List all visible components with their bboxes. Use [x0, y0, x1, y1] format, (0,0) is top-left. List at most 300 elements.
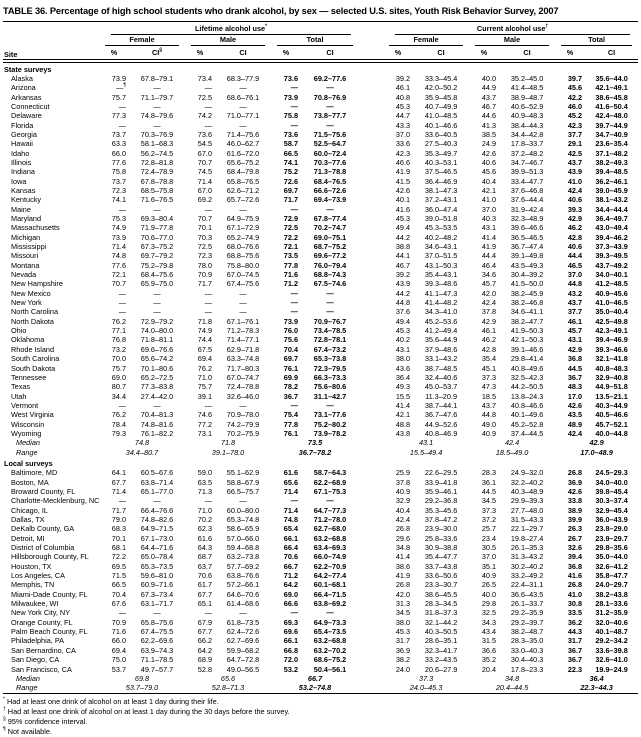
ci-cell: 41.2–49.4: [424, 326, 458, 336]
ci-cell: 63.3–74.8: [226, 354, 260, 364]
summary-value-cell: 42.9: [589, 438, 604, 448]
ci-cell: 63.8–69.2: [313, 599, 347, 609]
ci-cell: 41.0–46.5: [595, 298, 628, 308]
summary-value-cell: 17.0–48.9: [580, 447, 613, 457]
ci-cell: 65.3–74.8: [226, 515, 260, 524]
ci-cell: 37.8–47.2: [424, 515, 458, 524]
percent-cell: —: [204, 101, 212, 111]
percent-cell: 36.8: [567, 561, 583, 571]
percent-cell: 66.1: [283, 533, 298, 543]
ci-cell: 74.8–82.6: [140, 515, 174, 524]
data-row: [3, 420, 638, 429]
ci-cell: 24.0–29.7: [595, 580, 628, 590]
ci-cell: 65.6–74.2: [140, 354, 174, 364]
percent-cell: 38.9: [567, 505, 583, 515]
percent-cell: 40.0: [481, 589, 497, 599]
ci-cell: 32.5–42.3: [510, 372, 544, 382]
ci-cell: 37.0–51.5: [424, 251, 458, 261]
site-cell: Baltimore, MD: [11, 468, 58, 478]
percent-cell: 46.0: [567, 101, 583, 111]
ci-cell: 49.0–56.5: [226, 664, 260, 674]
percent-cell: 34.5: [481, 496, 497, 506]
percent-cell: —: [204, 288, 212, 298]
percent-cell: 42.4: [395, 515, 411, 524]
percent-cell: 69.5: [111, 561, 126, 571]
summary-value-cell: 71.8: [220, 438, 236, 448]
percent-cell: 66.5: [283, 148, 298, 158]
ci-cell: 40.5–46.6: [595, 410, 628, 420]
ci-cell: 35.6–44.9: [424, 335, 458, 345]
data-row: [3, 487, 638, 496]
percent-cell: 73.9: [111, 73, 126, 83]
data-row: [3, 130, 638, 139]
data-row: [3, 478, 638, 487]
percent-cell: 42.5: [567, 148, 583, 158]
percent-cell: —: [204, 496, 212, 506]
percent-cell: 72.5: [197, 92, 212, 102]
percent-cell: 69.0: [111, 372, 126, 382]
ci-cell: 40.8–49.6: [510, 363, 544, 373]
percent-cell: 62.3: [197, 524, 212, 534]
percent-cell: 36.2: [567, 617, 583, 627]
ci-cell: 40.9–45.6: [595, 288, 628, 298]
ci-cell: 37.1–48.2: [595, 148, 628, 158]
ci-cell: 65.9–75.0: [140, 279, 174, 289]
percent-cell: 40.3: [481, 214, 497, 223]
ci-cell: 67.0–74.5: [226, 270, 260, 280]
column-measure-header: %: [196, 47, 204, 57]
ci-cell: 66.4–76.6: [140, 505, 174, 515]
section-header-row: [3, 457, 638, 468]
percent-cell: 77.1: [111, 326, 126, 336]
percent-cell: 77.6: [111, 260, 126, 270]
table-body: [3, 62, 638, 693]
ci-cell: 29.8–41.4: [510, 354, 544, 364]
ci-cell: 34.0–40.1: [595, 270, 628, 280]
site-cell: South Dakota: [11, 363, 56, 373]
site-cell: Detroit, MI: [11, 533, 45, 543]
ci-cell: 33.2–49.2: [510, 571, 544, 581]
percent-cell: 35.4: [481, 354, 497, 364]
percent-cell: 65.4: [283, 524, 298, 534]
percent-cell: 49.0: [481, 419, 497, 429]
percent-cell: 41.6: [395, 204, 411, 214]
ci-cell: 32.2–40.2: [510, 477, 544, 487]
ci-cell: 41.2–48.5: [595, 279, 628, 289]
percent-cell: 66.2: [197, 636, 212, 646]
percent-cell: 72.5: [283, 223, 298, 233]
percent-cell: 69.6: [283, 627, 298, 637]
site-cell: Los Angeles, CA: [11, 571, 65, 581]
ci-cell: 37.4–44.5: [510, 428, 544, 438]
percent-cell: —: [118, 101, 126, 111]
ci-cell: —: [326, 120, 334, 130]
ci-cell: 31.3–43.2: [510, 552, 544, 562]
ci-cell: 29.2–39.7: [510, 617, 544, 627]
ci-cell: 37.9–48.6: [424, 344, 458, 354]
data-row: [3, 335, 638, 344]
percent-cell: 40.4: [481, 176, 497, 186]
ci-cell: 41.4–48.2: [424, 298, 458, 308]
ci-cell: 40.6–52.9: [510, 101, 544, 111]
percent-cell: 69.2: [197, 195, 212, 205]
ci-cell: 69.7–79.2: [140, 251, 174, 261]
ci-cell: 64.7–72.8: [226, 655, 260, 665]
percent-cell: 77.3: [111, 111, 126, 121]
ci-cell: 27.5–40.3: [424, 139, 458, 149]
ci-cell: 32.0–40.6: [595, 617, 628, 627]
site-cell: Median: [16, 438, 40, 448]
site-cell: Nevada: [11, 270, 37, 280]
ci-cell: 66.3–73.3: [313, 372, 347, 382]
ci-cell: 62.6–71.2: [226, 185, 260, 195]
column-group-header: Current alcohol use†: [383, 22, 638, 35]
percent-cell: 68.1: [111, 543, 126, 553]
percent-cell: 40.6: [481, 157, 497, 167]
ci-cell: 72.8–81.8: [140, 157, 174, 167]
ci-cell: 52.5–64.7: [313, 139, 347, 149]
percent-cell: 40.0: [481, 73, 497, 83]
summary-value-cell: 22.3–44.3: [580, 683, 613, 693]
percent-cell: 42.4: [481, 298, 497, 308]
percent-cell: —: [118, 307, 126, 317]
summary-value-cell: 36.7–78.2: [298, 447, 332, 457]
ci-cell: 72.3–79.5: [313, 363, 347, 373]
percent-cell: 42.2: [567, 92, 583, 102]
percent-cell: 41.9: [481, 242, 497, 252]
ci-cell: —: [239, 101, 247, 111]
ci-cell: —: [326, 101, 334, 111]
percent-cell: 37.6: [395, 307, 411, 317]
site-column-header: Site: [4, 49, 18, 59]
ci-cell: 72.4–78.8: [226, 382, 260, 392]
ci-cell: 61.6–72.0: [226, 148, 260, 158]
percent-cell: 36.7: [567, 655, 583, 665]
ci-cell: 40.3–53.1: [424, 157, 458, 167]
ci-cell: 67.8–79.1: [140, 73, 174, 83]
percent-cell: 68.7: [197, 552, 212, 562]
percent-cell: 28.3: [481, 468, 497, 478]
ci-cell: 71.2–78.0: [313, 515, 347, 524]
data-row: [3, 251, 638, 260]
ci-cell: 38.1–43.2: [595, 195, 628, 205]
percent-cell: 76.2: [111, 316, 126, 326]
footnote-line: ¶ Not available.: [3, 726, 52, 736]
percent-cell: —: [118, 288, 126, 298]
ci-cell: 29.2–36.8: [424, 496, 458, 506]
percent-cell: 77.8: [283, 419, 298, 429]
percent-cell: 40.1: [395, 195, 411, 205]
ci-cell: 38.2–49.3: [595, 157, 628, 167]
percent-cell: 43.2: [567, 288, 583, 298]
summary-value-cell: 39.1–78.0: [211, 447, 245, 457]
site-cell: Median: [16, 673, 40, 683]
percent-cell: —: [290, 298, 298, 308]
percent-cell: 31.7: [395, 636, 411, 646]
ci-cell: 57.0–66.0: [226, 533, 260, 543]
site-cell: Hillsborough County, FL: [11, 552, 89, 562]
percent-cell: 44.8: [481, 410, 497, 420]
percent-cell: 76.0: [283, 326, 298, 336]
ci-cell: 43.5–49.3: [510, 260, 544, 270]
site-cell: San Bernardino, CA: [11, 645, 76, 655]
percent-cell: 76.2: [111, 410, 126, 420]
ci-cell: 63.1–71.7: [140, 599, 174, 609]
ci-cell: 28.3–35.0: [510, 636, 544, 646]
percent-cell: 32.6: [567, 543, 583, 553]
ci-cell: 24.5–29.3: [595, 468, 628, 478]
site-cell: Broward County, FL: [11, 486, 76, 496]
ci-cell: 33.6–39.8: [595, 645, 628, 655]
ci-cell: 39.4–48.5: [595, 167, 628, 177]
ci-cell: 39.6–46.6: [510, 223, 544, 233]
table-title: TABLE 36. Percentage of high school students who drank alcohol, by sex — selected U.S. sites, Youth Risk Behavior Survey, 2007: [3, 4, 638, 22]
ci-cell: —: [326, 83, 334, 93]
ci-cell: 43.0–49.4: [595, 223, 628, 233]
percent-cell: 41.4: [395, 552, 411, 562]
ci-cell: 32.9–40.8: [595, 372, 628, 382]
percent-cell: 70.1: [111, 533, 126, 543]
data-row: [3, 410, 638, 419]
percent-cell: 37.3: [481, 505, 497, 515]
percent-cell: 64.2: [283, 580, 298, 590]
column-subgroup-header: Female: [99, 35, 185, 46]
ci-cell: 41.9–50.3: [510, 326, 544, 336]
ci-cell: 64.4–71.6: [140, 543, 174, 553]
percent-cell: 26.8: [567, 468, 583, 478]
percent-cell: 45.7: [567, 326, 583, 336]
ci-cell: 28.3–34.5: [424, 599, 458, 609]
ci-cell: 37.5–46.5: [424, 167, 458, 177]
percent-cell: 67.0: [197, 148, 212, 158]
ci-cell: 35.8–47.7: [595, 571, 628, 581]
percent-cell: 44.8: [567, 279, 583, 289]
percent-cell: 46.7: [481, 101, 497, 111]
ci-cell: 33.2–43.5: [424, 655, 458, 665]
percent-cell: 44.9: [481, 83, 497, 93]
ci-cell: 40.3–48.9: [510, 486, 544, 496]
ci-cell: 29.9–39.3: [510, 496, 544, 506]
ci-cell: 42.0–50.2: [424, 83, 458, 93]
ci-cell: 74.0–80.0: [140, 326, 174, 336]
percent-cell: 49.4: [395, 223, 411, 233]
percent-cell: 42.8: [481, 344, 497, 354]
percent-cell: 46.1: [567, 316, 583, 326]
percent-cell: 38.5: [481, 129, 497, 139]
site-cell: Delaware: [11, 111, 42, 121]
site-cell: Texas: [11, 382, 31, 392]
ci-cell: 37.2–48.2: [510, 148, 544, 158]
percent-cell: 78.4: [111, 419, 126, 429]
data-row: [3, 543, 638, 552]
site-cell: Tennessee: [11, 372, 47, 382]
ci-cell: 60.9–71.6: [140, 580, 174, 590]
ci-cell: 67.5–74.6: [313, 279, 347, 289]
percent-cell: 71.5: [111, 571, 126, 581]
ci-cell: 33.4–47.7: [510, 176, 544, 186]
ci-cell: 23.9–29.7: [595, 533, 628, 543]
ci-cell: 61.4–68.6: [226, 599, 260, 609]
ci-cell: 31.5–43.3: [510, 515, 544, 524]
percent-cell: 70.6: [283, 552, 298, 562]
ci-cell: 57.7–69.2: [226, 561, 260, 571]
data-row: [3, 93, 638, 102]
ci-cell: 75.6–80.6: [313, 382, 347, 392]
ci-cell: 72.9–79.2: [140, 316, 174, 326]
column-subgroup-header: Total: [271, 35, 359, 46]
data-row: [3, 552, 638, 561]
ci-cell: 70.9–76.7: [313, 316, 347, 326]
percent-cell: 43.7: [567, 157, 583, 167]
ci-cell: 62.9–71.8: [226, 344, 260, 354]
site-cell: New Mexico: [11, 288, 51, 298]
ci-cell: 68.3–77.9: [226, 73, 260, 83]
site-cell: Orange County, FL: [11, 617, 73, 627]
ci-cell: 29.2–35.9: [510, 608, 544, 618]
percent-cell: 39.4: [567, 552, 583, 562]
percent-cell: 47.3: [481, 382, 497, 392]
percent-cell: —: [118, 204, 126, 214]
ci-cell: —: [153, 120, 161, 130]
site-cell: Vermont: [11, 400, 39, 410]
ci-cell: 73.4–78.5: [313, 326, 347, 336]
percent-cell: 41.6: [567, 571, 583, 581]
ci-cell: 65.7–72.6: [226, 195, 260, 205]
percent-cell: 33.5: [567, 608, 583, 618]
ci-cell: —: [326, 400, 334, 410]
percent-cell: 79.0: [111, 515, 126, 524]
ci-cell: 38.7–48.5: [424, 363, 458, 373]
ci-cell: 71.4–75.6: [226, 129, 260, 139]
percent-cell: 66.1: [283, 636, 298, 646]
percent-cell: 75.0: [111, 655, 126, 665]
percent-cell: 70.6: [197, 571, 212, 581]
ci-cell: 67.4–75.5: [140, 627, 174, 637]
column-measure-header: CI: [326, 47, 334, 57]
header-subgroup-row: [3, 35, 638, 46]
ci-cell: 66.4–71.5: [313, 589, 347, 599]
percent-cell: 36.9: [395, 645, 411, 655]
percent-cell: 66.0: [111, 636, 126, 646]
data-row: [3, 317, 638, 326]
percent-cell: 25.7: [481, 524, 497, 534]
ci-cell: 64.9–71.5: [140, 524, 174, 534]
percent-cell: 70.3: [197, 232, 212, 242]
percent-cell: 43.1: [395, 344, 411, 354]
percent-cell: 20.4: [481, 664, 497, 674]
percent-cell: —: [204, 120, 212, 130]
ci-cell: 69.2–77.6: [313, 73, 347, 83]
ci-cell: 46.0–62.7: [226, 139, 260, 149]
ci-cell: 74.8–81.6: [140, 419, 174, 429]
percent-cell: 38.0: [395, 617, 411, 627]
ci-cell: 71.8–81.1: [140, 335, 174, 345]
ci-cell: —: [239, 608, 247, 618]
ci-cell: 35.9–46.1: [424, 486, 458, 496]
ci-cell: 42.3–49.1: [595, 326, 628, 336]
percent-cell: 30.5: [481, 543, 497, 553]
ci-cell: 71.4–77.1: [226, 335, 260, 345]
percent-cell: 36.1: [481, 477, 497, 487]
ci-cell: 29.2–34.2: [595, 636, 628, 646]
percent-cell: 42.1: [481, 185, 497, 195]
percent-cell: 44.4: [567, 251, 583, 261]
percent-cell: 41.0: [567, 176, 583, 186]
percent-cell: 71.7: [197, 279, 212, 289]
data-row: [3, 354, 638, 363]
percent-cell: —: [290, 608, 298, 618]
ci-cell: 62.7–69.6: [226, 636, 260, 646]
percent-cell: —: [290, 120, 298, 130]
ci-cell: 38.7–44.1: [424, 400, 458, 410]
ci-cell: 31.9–42.4: [510, 204, 544, 214]
percent-cell: 72.1: [111, 270, 126, 280]
ci-cell: 11.3–20.9: [425, 391, 457, 401]
column-group-header: Lifetime alcohol use*: [99, 22, 359, 35]
percent-cell: 73.5: [283, 251, 298, 261]
data-row: [3, 636, 638, 645]
site-cell: Charlotte-Mecklenburg, NC: [11, 496, 100, 506]
data-row: [3, 590, 638, 599]
percent-cell: —: [118, 608, 126, 618]
percent-cell: 69.0: [283, 589, 298, 599]
percent-cell: 43.1: [567, 335, 583, 345]
summary-value-cell: 34.8: [504, 673, 520, 683]
percent-cell: 41.9: [395, 571, 411, 581]
ci-cell: 41.0–48.5: [424, 111, 458, 121]
site-cell: Florida: [11, 120, 34, 130]
ci-cell: 36.2–46.1: [595, 176, 628, 186]
column-measure-header: CI: [239, 47, 247, 57]
percent-cell: 31.7: [567, 636, 583, 646]
site-cell: North Carolina: [11, 307, 59, 317]
summary-value-cell: 37.3: [418, 673, 434, 683]
percent-cell: 65.1: [197, 599, 212, 609]
percent-cell: 40.9: [481, 571, 497, 581]
site-cell: Mississippi: [11, 242, 47, 252]
ci-cell: 65.0–78.4: [140, 552, 174, 562]
ci-cell: 26.1–33.7: [510, 599, 544, 609]
percent-cell: 64.1: [111, 468, 126, 478]
percent-cell: 43.7: [567, 298, 583, 308]
range-row: [3, 448, 638, 457]
ci-cell: 71.1–78.5: [140, 655, 174, 665]
percent-cell: 75.8: [283, 111, 298, 121]
ci-cell: 50.4–56.1: [313, 664, 347, 674]
percent-cell: 48.3: [567, 382, 583, 392]
percent-cell: 66.5: [111, 580, 126, 590]
ci-cell: 34.6–41.1: [510, 307, 544, 317]
percent-cell: 43.5: [567, 410, 583, 420]
ci-cell: 70.1–80.6: [140, 363, 174, 373]
percent-cell: 69.3: [283, 617, 298, 627]
percent-cell: —: [118, 496, 126, 506]
percent-cell: 71.4: [111, 242, 126, 252]
percent-cell: 31.5: [481, 636, 497, 646]
ci-cell: —: [153, 83, 161, 93]
ci-cell: 36.4–49.7: [595, 214, 628, 223]
percent-cell: 43.3: [395, 120, 411, 130]
ci-cell: 67.3–73.4: [140, 589, 174, 599]
ci-cell: 71.7–80.3: [226, 363, 260, 373]
ci-cell: 35.3–49.7: [424, 148, 458, 158]
percent-cell: 66.0: [111, 148, 126, 158]
ci-cell: 32.6–46.0: [226, 391, 260, 401]
ci-cell: 32.3–48.9: [510, 214, 544, 223]
percent-cell: 29.8: [481, 599, 497, 609]
percent-cell: 45.3: [395, 627, 411, 637]
ci-cell: 65.8–75.6: [140, 617, 174, 627]
